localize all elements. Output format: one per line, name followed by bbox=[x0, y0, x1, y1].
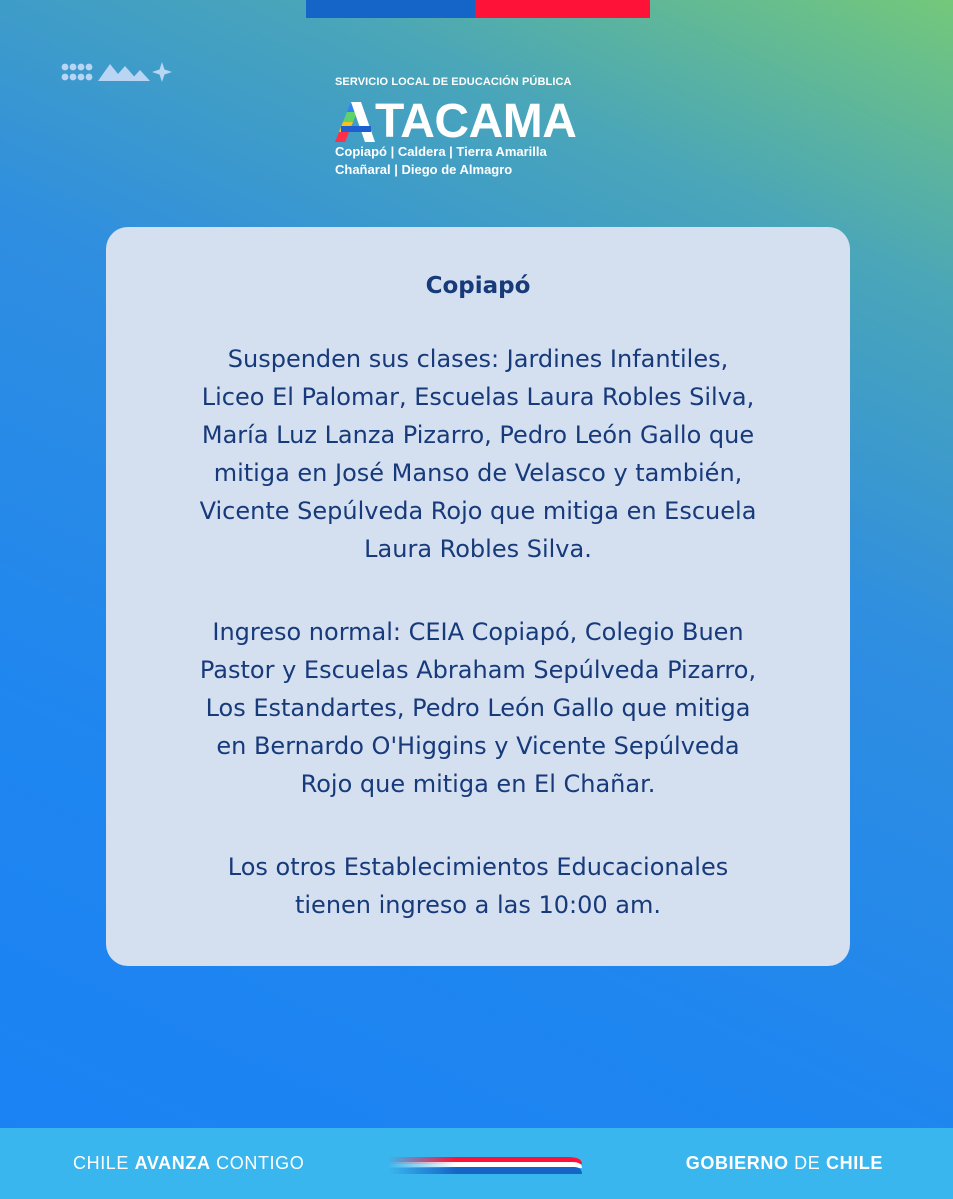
brand-logo bbox=[335, 76, 635, 178]
text-line: tienen ingreso a las 10:00 am. bbox=[294, 891, 662, 919]
footer-slogan-bold: AVANZA bbox=[134, 1153, 211, 1173]
text-line: Los Estandartes, Pedro León Gallo que mitiga bbox=[205, 694, 751, 722]
text-line: Vicente Sepúlveda Rojo que mitiga en Escuela bbox=[199, 497, 757, 525]
text-line: Pastor y Escuelas Abraham Sepúlveda Pizarro, bbox=[199, 656, 757, 684]
text-line: mitiga en José Manso de Velasco y también, bbox=[213, 459, 743, 487]
footer-slogan-post: CONTIGO bbox=[210, 1153, 305, 1173]
footer-slogan bbox=[73, 1153, 304, 1174]
footer-gobierno-bold-1: GOBIERNO bbox=[685, 1153, 789, 1173]
flag-stripe-red bbox=[475, 0, 650, 18]
paragraph-suspenden bbox=[146, 340, 810, 568]
announcement-card bbox=[106, 227, 850, 966]
text-line: María Luz Lanza Pizarro, Pedro León Gallo que bbox=[201, 421, 755, 449]
paragraph-ingreso-normal bbox=[146, 613, 810, 803]
flag-swoosh-icon bbox=[388, 1152, 584, 1176]
text-line: en Bernardo O'Higgins y Vicente Sepúlveda bbox=[216, 732, 740, 760]
text-line: Suspenden sus clases: Jardines Infantiles, bbox=[227, 345, 729, 373]
card-title: Copiapó bbox=[425, 273, 531, 299]
footer-gobierno bbox=[686, 1153, 883, 1174]
flag-stripe-blue bbox=[306, 0, 475, 18]
dots-mountains-star-icon bbox=[60, 60, 174, 84]
footer-gobierno-mid: DE bbox=[788, 1153, 826, 1173]
text-line: Los otros Establecimientos Educacionales bbox=[227, 853, 729, 881]
atacama-a-logo-icon bbox=[335, 102, 375, 142]
text-line: Ingreso normal: CEIA Copiapó, Colegio Buen bbox=[212, 618, 744, 646]
text-line: Rojo que mitiga en El Chañar. bbox=[300, 770, 656, 798]
flag-stripe bbox=[306, 0, 650, 18]
brand-title bbox=[335, 95, 635, 148]
brand-communes-line-2: Chañaral | Diego de Almagro bbox=[335, 162, 513, 177]
brand-communes-line-1: Copiapó | Caldera | Tierra Amarilla bbox=[335, 144, 547, 159]
brand-title-text: TACAMA bbox=[375, 95, 577, 148]
paragraph-otros bbox=[146, 848, 810, 924]
text-line: Laura Robles Silva. bbox=[364, 535, 592, 563]
footer-gobierno-bold-2: CHILE bbox=[826, 1153, 883, 1173]
brand-kicker: SERVICIO LOCAL DE EDUCACIÓN PÚBLICA bbox=[335, 76, 572, 88]
text-line: Liceo El Palomar, Escuelas Laura Robles Silva, bbox=[201, 383, 755, 411]
footer-bar bbox=[0, 1128, 953, 1199]
footer-slogan-pre: CHILE bbox=[73, 1153, 135, 1173]
